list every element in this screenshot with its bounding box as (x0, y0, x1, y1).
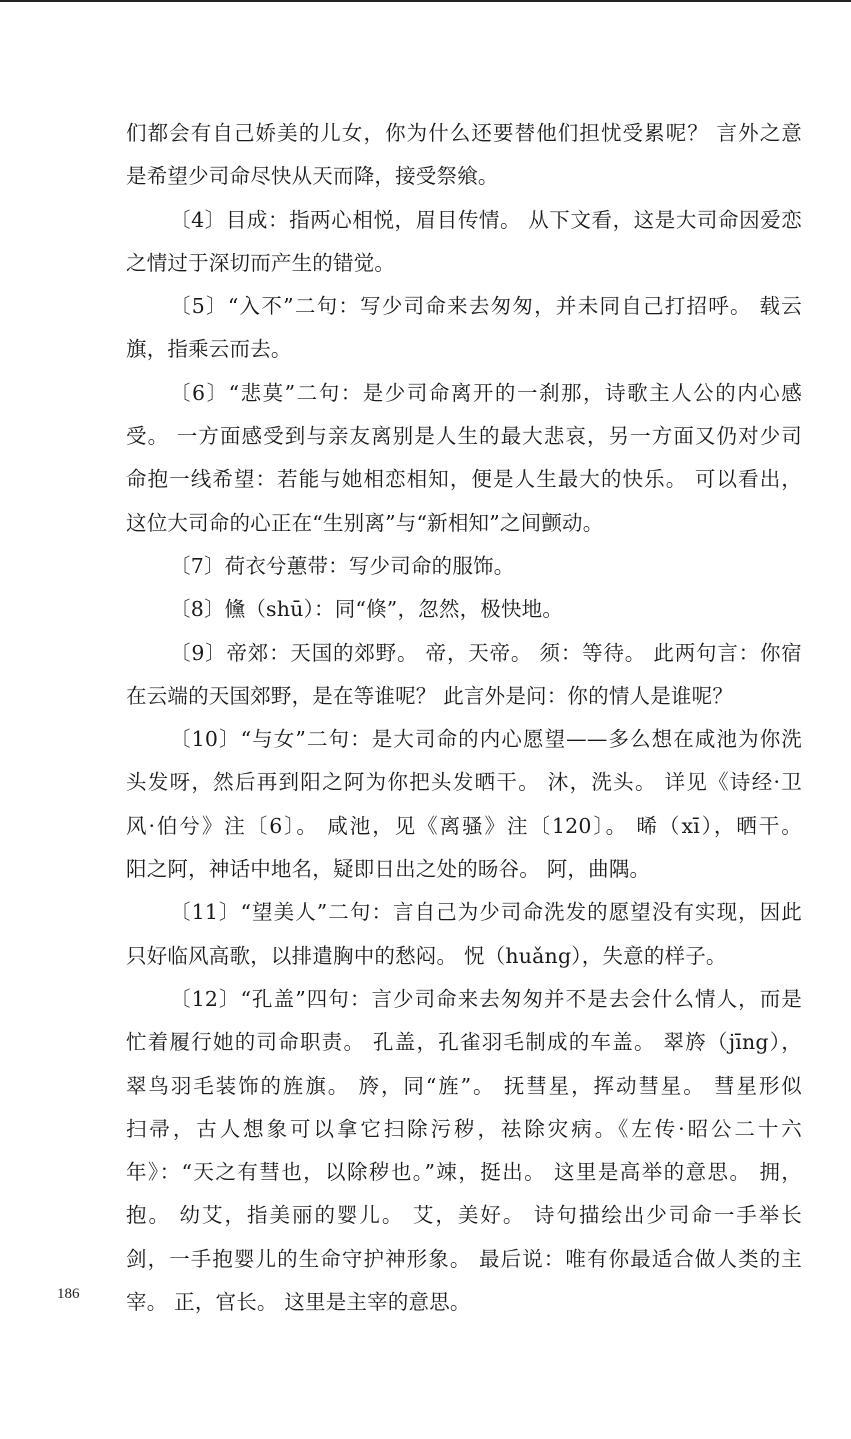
text-line: 旗，指乘云而去。 (126, 337, 292, 362)
text-line: 年》：“天之有彗也，以除秽也。”竦，挺出。 这里是高举的意思。 拥， (126, 1160, 802, 1185)
text-line: 受。 一方面感受到与亲友离别是人生的最大悲哀，另一方面又仍对少司 (126, 424, 802, 449)
text-line: 〔10〕“与女”二句：是大司命的内心愿望——多么想在咸池为你洗 (170, 727, 802, 752)
text-line: 只好临风高歌，以排遣胸中的愁闷。 怳（huǎng），失意的样子。 (126, 943, 727, 968)
text-line: 〔12〕“孔盖”四句：言少司命来去匆匆并不是去会什么情人，而是 (170, 986, 802, 1011)
text-line: 风·伯兮》注〔6〕。 咸池，见《离骚》注〔120〕。 晞（xī），晒干。 (126, 813, 802, 838)
text-line: 宰。 正，官长。 这里是主宰的意思。 (126, 1290, 471, 1315)
text-line: 〔9〕帝郊：天国的郊野。 帝，天帝。 须：等待。 此两句言：你宿 (170, 640, 802, 665)
top-border-rule (0, 0, 851, 2)
text-line: 阳之阿，神话中地名，疑即日出之处的旸谷。 阿，曲隅。 (126, 857, 651, 882)
text-line: 抱。 幼艾，指美丽的婴儿。 艾，美好。 诗句描绘出少司命一手举长 (126, 1203, 802, 1228)
text-line: 〔11〕“望美人”二句：言自己为少司命洗发的愿望没有实现，因此 (170, 900, 802, 925)
text-line: 们都会有自己娇美的儿女，你为什么还要替他们担忧受累呢？ 言外之意 (126, 121, 802, 145)
text-line: 〔7〕荷衣兮蕙带：写少司命的服饰。 (170, 553, 515, 578)
text-line: 〔4〕目成：指两心相悦，眉目传情。 从下文看，这是大司命因爱恋 (170, 207, 802, 232)
text-line: 翠鸟羽毛装饰的旌旗。 旍，同“旌”。 抚彗星，挥动彗星。 彗星形似 (126, 1073, 802, 1098)
text-line: 〔6〕“悲莫”二句：是少司命离开的一刹那，诗歌主人公的内心感 (170, 380, 802, 405)
text-line: 命抱一线希望：若能与她相恋相知，便是人生最大的快乐。 可以看出， (126, 467, 802, 492)
text-line: 忙着履行她的司命职责。 孔盖，孔雀羽毛制成的车盖。 翠旍（jīng）， (126, 1030, 802, 1055)
text-line: 头发呀，然后再到阳之阿为你把头发晒干。 沐，洗头。 详见《诗经·卫 (126, 770, 802, 795)
text-line: 〔5〕“入不”二句：写少司命来去匆匆，并未同自己打招呼。 载云 (170, 294, 802, 319)
text-line: 剑，一手抱婴儿的生命守护神形象。 最后说：唯有你最适合做人类的主 (126, 1246, 802, 1271)
page-body-text (126, 112, 802, 1324)
page-number: 186 (57, 1286, 80, 1302)
text-line: 是希望少司命尽快从天而降，接受祭飨。 (126, 164, 499, 189)
text-line: 之情过于深切而产生的错觉。 (126, 250, 396, 275)
text-line: 扫帚，古人想象可以拿它扫除污秽，祛除灾病。《左传·昭公二十六 (126, 1116, 802, 1141)
text-line: 在云端的天国郊野，是在等谁呢？ 此言外是问：你的情人是谁呢？ (126, 683, 734, 708)
text-line: 〔8〕儵（shū）：同“倏”，忽然，极快地。 (170, 597, 564, 622)
text-line: 这位大司命的心正在“生别离”与“新相知”之间颤动。 (126, 510, 604, 535)
